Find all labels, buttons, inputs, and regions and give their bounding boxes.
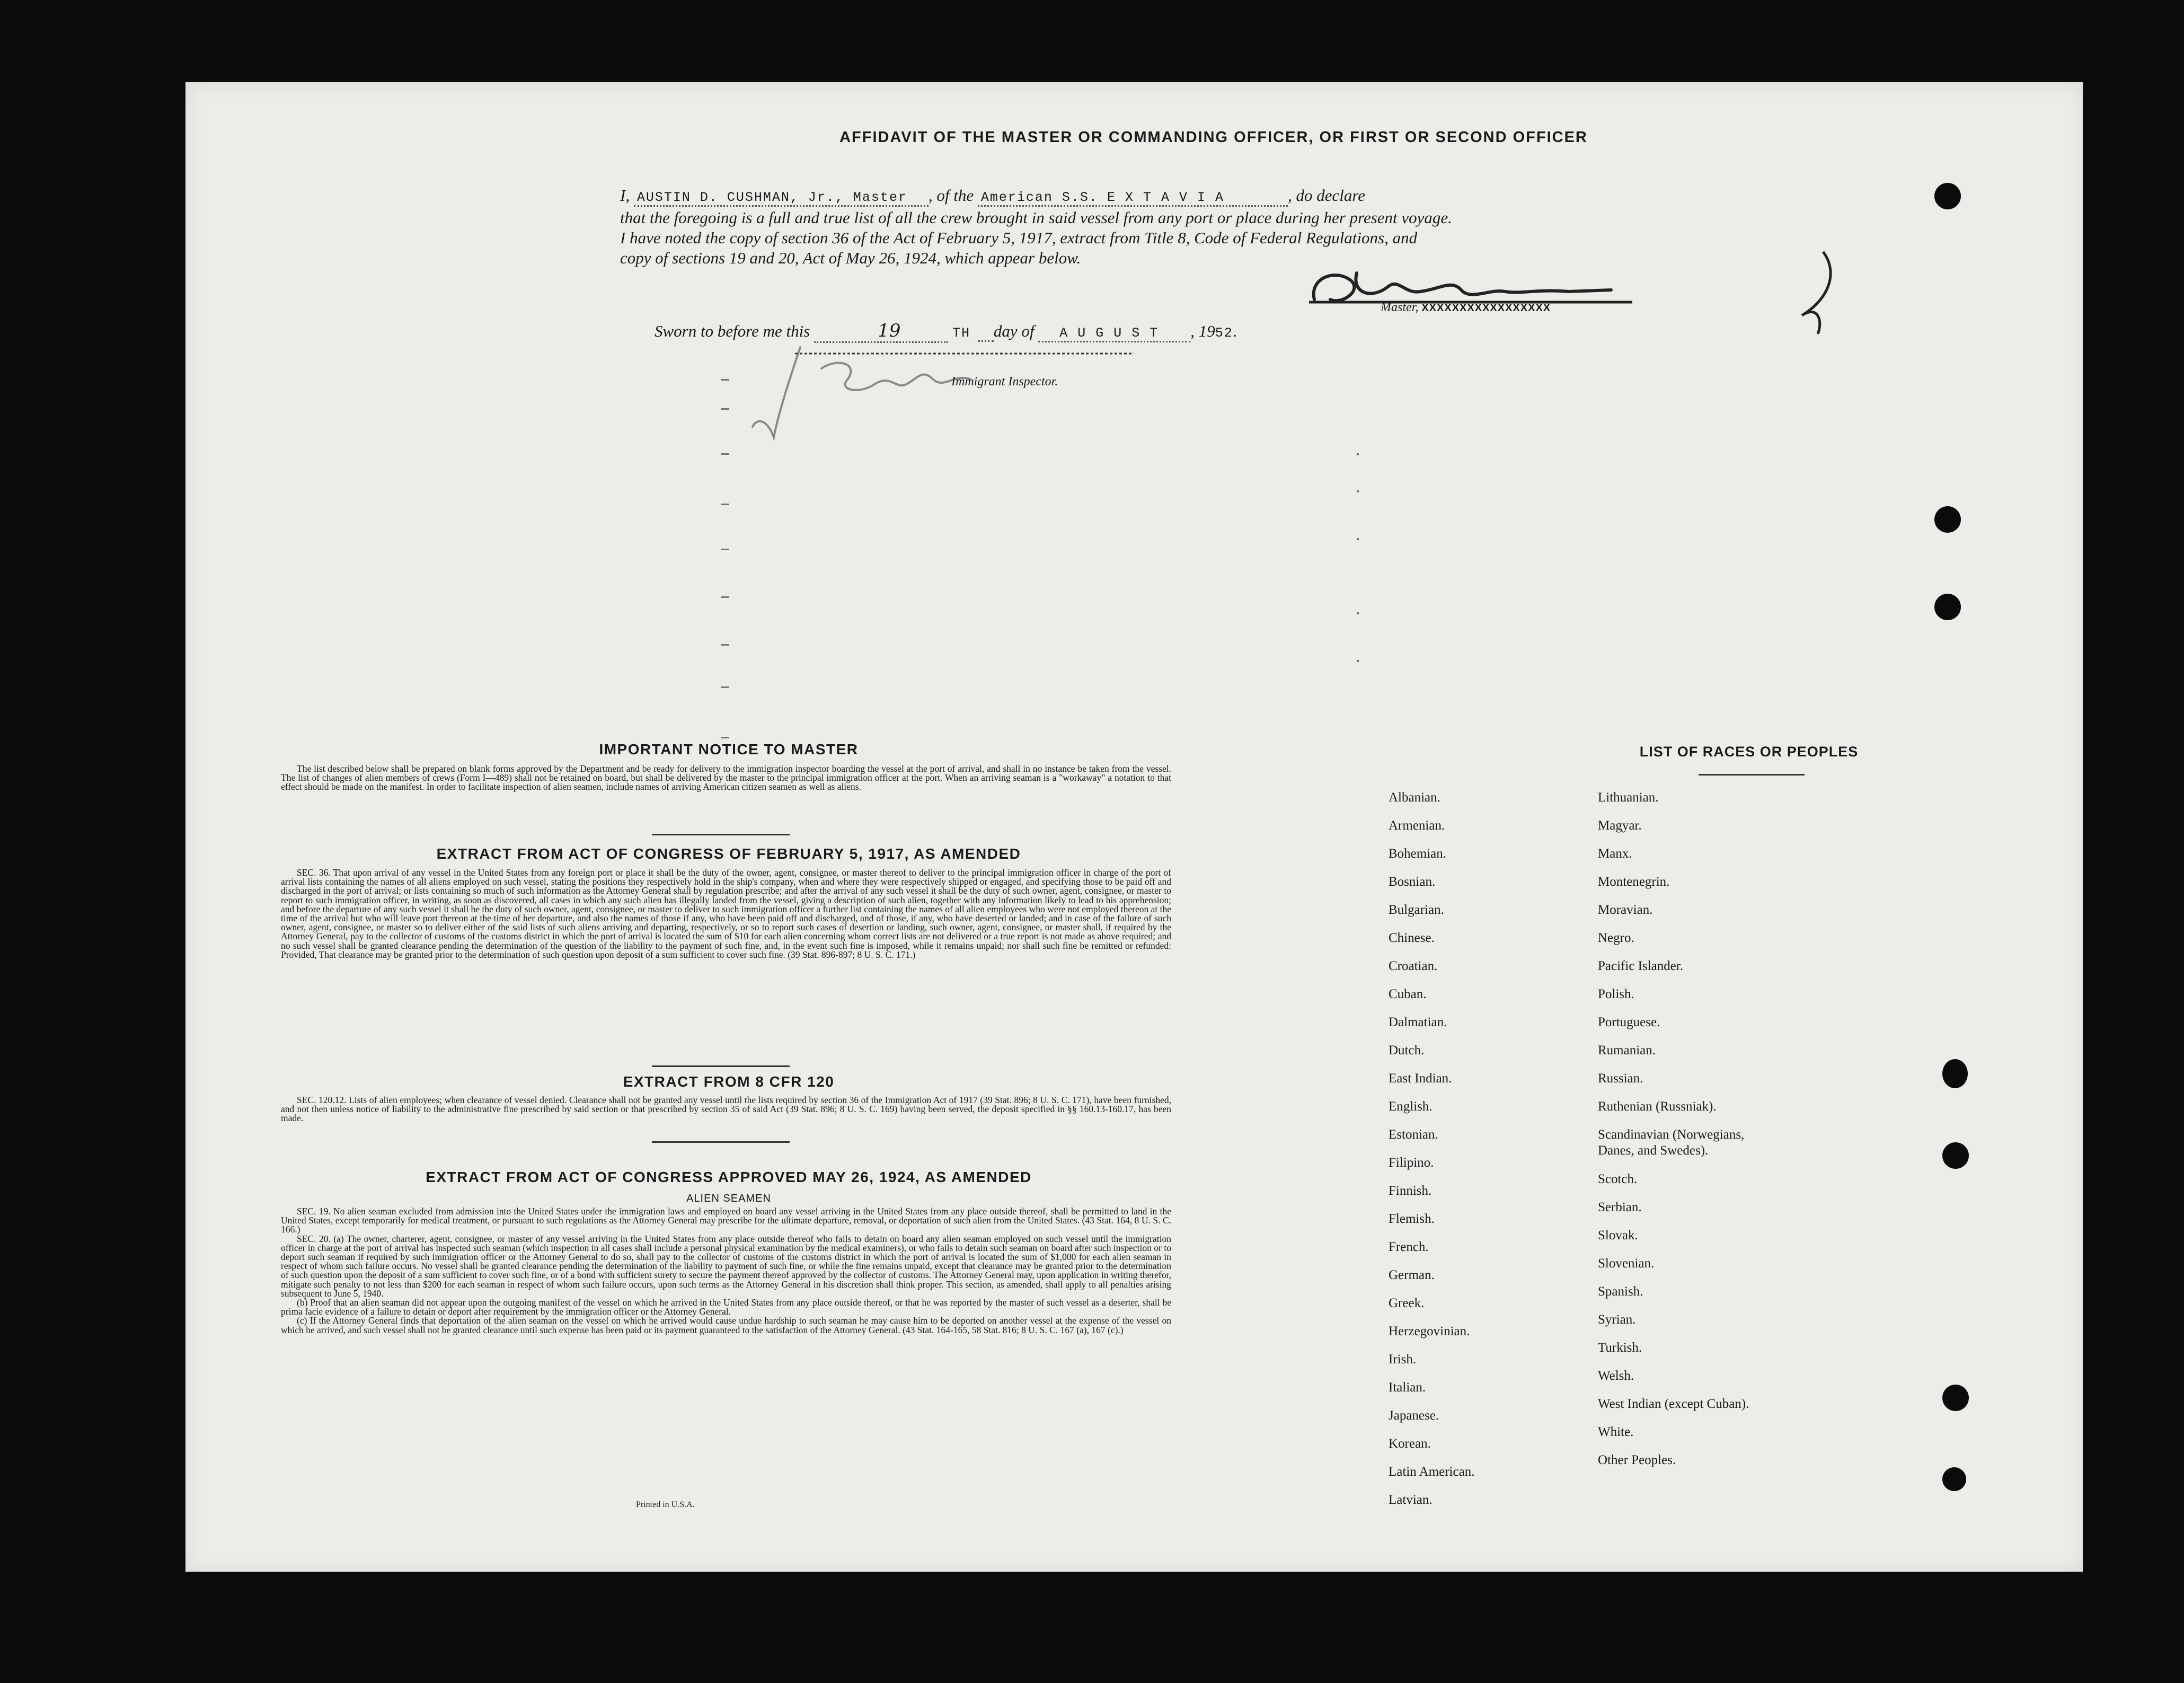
sworn-prefix: Sworn to before me this [655, 322, 810, 340]
document-sheet [185, 82, 2083, 1572]
race-item: Bosnian. [1389, 875, 1436, 889]
race-item: Portuguese. [1598, 1015, 1660, 1029]
race-item: Irish. [1389, 1352, 1417, 1367]
binder-hole [1934, 183, 1961, 209]
race-item: Montenegrin. [1598, 875, 1670, 889]
race-item: Turkish. [1598, 1341, 1642, 1355]
inspector-signature [737, 337, 1139, 443]
race-item: Greek. [1389, 1296, 1425, 1310]
extract-1924-sec19: SEC. 19. No alien seaman excluded from admission into the United States under the immigration laws and employed on board any vessel arriving in the United States from any place outside thereof, shall be permitted to land in the United States, except temporarily for medical treatment, or pursuant to such regulations as the Attorney General may prescribe for the ultimate departure, removal, or deportation of such alien from the United States. (43 Stat. 164, 8 U. S. C. 166.) [281, 1206, 1171, 1235]
notice-text [281, 764, 1171, 792]
master-caption: Master, [1381, 301, 1419, 314]
affidavit-line-4: copy of sections 19 and 20, Act of May 26, 1924, which appear below. [620, 249, 1081, 267]
race-item: Albanian. [1389, 790, 1440, 805]
race-item: Welsh. [1598, 1369, 1634, 1383]
race-item: Russian. [1598, 1071, 1643, 1086]
extract-1924-sec20c: (c) If the Attorney General finds that deportation of the alien seaman on the vessel on which he arrived would cause undue hardship to such seaman he may cause him to be deported on another vessel at the expense of the vessel on which he arrived, and such vessel shall not be granted clearance until such expense has been paid or its payment guaranteed to the satisfaction of the Attorney General. (43 Stat. 164-165, 58 Stat. 816; 8 U. S. C. 167 (a), 167 (c).) [281, 1315, 1171, 1335]
sworn-day-field: 19 [814, 320, 948, 343]
race-item: German. [1389, 1268, 1435, 1282]
race-item: Scandinavian (Norwegians, Danes, and Swedes). [1598, 1127, 1745, 1158]
race-item: Estonian. [1389, 1127, 1438, 1142]
race-item: Serbian. [1598, 1200, 1642, 1214]
extract-cfr-title: EXTRACT FROM 8 CFR 120 [623, 1073, 835, 1090]
extract-cfr-paragraph: SEC. 120.12. Lists of alien employees; when clearance of vessel denied. Clearance shall not be granted any vessel until the lists required by section 36 of the Immigration Act of 1917 (39 Stat. 896; 8 U. S. C. 171), have been furnished, and not then unless notice of liability to the administrative fine prescribed by said section or that prescribed by section 35 of said Act (39 Stat. 896; 8 U. S. C. 169) having been served, the deposit specified in §§ 160.13-160.17, has been made. [281, 1095, 1171, 1124]
race-item: Dutch. [1389, 1043, 1425, 1058]
race-item: Latin American. [1389, 1465, 1475, 1479]
master-struck-text: XXXXXXXXXXXXXXXXX [1421, 302, 1551, 314]
race-item: White. [1598, 1425, 1634, 1439]
race-item: Other Peoples. [1598, 1453, 1676, 1467]
race-item: Korean. [1389, 1437, 1431, 1451]
printed-in-usa: Printed in U.S.A. [636, 1500, 695, 1509]
extract-1924-title: EXTRACT FROM ACT OF CONGRESS APPROVED MAY 26, 1924, AS AMENDED [426, 1169, 1032, 1185]
race-item: Dalmatian. [1389, 1015, 1447, 1029]
master-name-field: AUSTIN D. CUSHMAN, Jr., Master [634, 190, 929, 207]
race-item: Moravian. [1598, 903, 1653, 917]
race-item: Slovak. [1598, 1228, 1638, 1243]
extract-cfr-text [281, 1096, 1171, 1123]
race-item: Rumanian. [1598, 1043, 1656, 1058]
race-item: English. [1389, 1099, 1433, 1114]
sworn-year-field: 52 [1215, 325, 1233, 341]
race-item: Negro. [1598, 931, 1634, 945]
race-item: Lithuanian. [1598, 790, 1659, 805]
race-item: East Indian. [1389, 1071, 1452, 1086]
race-item: Cuban. [1389, 987, 1427, 1001]
sworn-year-prefix: , 19 [1190, 322, 1215, 340]
binder-hole [1942, 1142, 1969, 1169]
extract-1917-text [281, 868, 1171, 959]
race-item: Latvian. [1389, 1493, 1433, 1507]
inspector-caption: Immigrant Inspector. [951, 375, 1058, 389]
race-item: Magyar. [1598, 818, 1642, 833]
race-item: Filipino. [1389, 1156, 1434, 1170]
race-item: Japanese. [1389, 1408, 1439, 1423]
extract-1924-sec20a: SEC. 20. (a) The owner, charterer, agent, consignee, or master of any vessel arriving in the United States from any place outside thereof who fails to detain on board any alien seaman employed on such vessel until the immigration officer in charge at the port of arrival has inspected such seaman (which inspection in all cases shall include a personal physical examination by the medical examiners), or who fails to detain such seaman on board after such inspection or to deport such seaman if required by such immigration officer or the Attorney General to do so, shall pay to the collector of customs of the customs district in which the port of arrival is located the sum of $1,000 for each alien seaman in respect of whom such failure occurs. No vessel shall be granted clearance pending the determination of the liability to payment of such fine, or while the fine remains unpaid, except that clearance may be granted prior to the determination of such question upon the deposit of a sum sufficient to cover such fine, or of a bond with sufficient surety to secure the payment thereof approved by the collector of customs. The Attorney General may, upon application in writing therefor, mitigate such penalty to not less than $200 for each seaman in respect of whom such failure occurs, upon such terms as the Attorney General in his discretion shall think proper. This section, as amended, shall apply to all penalties arising subsequent to June 5, 1940. [281, 1233, 1171, 1299]
extract-cfr-rule [652, 1141, 790, 1143]
race-item: Bulgarian. [1389, 903, 1444, 917]
race-item: Spanish. [1598, 1284, 1643, 1299]
race-item: Polish. [1598, 987, 1634, 1001]
notice-paragraph: The list described below shall be prepared on blank forms approved by the Department and be ready for delivery to the immigration inspector boarding the vessel at the port of arrival, and shall in no instance be taken from the vessel. The list of changes of alien members of crews (Form I—489) shall not be retained on board, but shall be delivered by the master to the principal immigration officer at the port. When an arriving seaman is a "workaway" a notation to that effect should be made on the manifest. In order to facilitate inspection of alien seamen, include names of arriving American citizen seamen as well as aliens. [281, 763, 1171, 792]
races-left-column [1389, 783, 1590, 1514]
extract-1924-sec20b: (b) Proof that an alien seaman did not appear upon the outgoing manifest of the vessel on which he arrived in the United States from any place outside thereof, or that he was reported by the master of such vessel as a deserter, shall be prima facie evidence of a failure to detain or deport after requirement by the immigration officer or the Attorney General. [281, 1297, 1171, 1317]
extract-1917-title: EXTRACT FROM ACT OF CONGRESS OF FEBRUARY 5, 1917, AS AMENDED [436, 845, 1021, 862]
race-item: Herzegovinian. [1389, 1324, 1470, 1338]
race-item: French. [1389, 1240, 1429, 1254]
sworn-month-field: A U G U S T [1038, 325, 1190, 342]
affidavit-do-declare: , do declare [1287, 186, 1366, 205]
sworn-day-suffix: TH [952, 325, 971, 341]
race-item: Italian. [1389, 1380, 1426, 1395]
races-title: LIST OF RACES OR PEOPLES [1639, 744, 1859, 760]
race-item: Syrian. [1598, 1312, 1636, 1327]
affidavit-line-3: I have noted the copy of section 36 of the Act of February 5, 1917, extract from Title 8, Code of Federal Regulations, and [620, 228, 1418, 247]
notice-title: IMPORTANT NOTICE TO MASTER [599, 741, 859, 757]
race-item: Manx. [1598, 847, 1632, 861]
races-right-column [1598, 783, 1895, 1474]
extract-1924-subtitle: ALIEN SEAMEN [686, 1193, 771, 1204]
sworn-line: Sworn to before me this 19 TH day of A U G U S T , 1952. [655, 321, 1852, 343]
race-item: Slovenian. [1598, 1256, 1655, 1271]
binder-hole [1942, 1467, 1966, 1491]
race-item: Pacific Islander. [1598, 959, 1684, 973]
master-caption-line [1381, 301, 1551, 315]
race-item: Croatian. [1389, 959, 1438, 973]
race-item: West Indian (except Cuban). [1598, 1397, 1749, 1411]
affidavit-line-2: that the foregoing is a full and true list of all the crew brought in said vessel from any port or place during her present voyage. [620, 208, 1452, 227]
race-item: Bohemian. [1389, 847, 1447, 861]
race-item: Armenian. [1389, 818, 1445, 833]
vessel-name-field: American S.S. E X T A V I A [978, 190, 1288, 207]
affidavit-line-1 [620, 186, 1818, 208]
affidavit-i: I, [620, 186, 630, 205]
binder-hole [1934, 506, 1961, 533]
sworn-day-of: day of [993, 322, 1034, 340]
binder-hole [1934, 594, 1961, 620]
binder-hole [1942, 1385, 1969, 1411]
affidavit-title: AFFIDAVIT OF THE MASTER OR COMMANDING OFFICER, OR FIRST OR SECOND OFFICER [839, 129, 1588, 146]
extract-1917-rule [652, 1065, 790, 1067]
extract-1924-text [281, 1207, 1171, 1335]
extract-1917-paragraph: SEC. 36. That upon arrival of any vessel in the United States from any foreign port or place it shall be the duty of the owner, agent, consignee, or master thereof to deliver to the principal immigration officer in charge of the port of arrival lists containing the names of all aliens employed on such vessel, stating the positions they respectively hold in the ship's company, when and where they were respectively shipped or engaged, and specifying those to be paid off and discharged in the port of arrival; or lists containing so much of such information as the Attorney General shall by regulation prescribe; and after the arrival of any such vessel it shall be the duty of such owner, agent, consignee, or master to report to such immigration officer, in writing, as soon as discovered, all cases in which any such alien has illegally landed from the vessel, giving a description of such alien, together with any information likely to lead to his apprehension; and before the departure of any such vessel it shall be the duty of such owner, agent, consignee, or master to deliver to such immigration officer a further list containing the names of all alien employees who were not employed thereon at the time of the arrival but who will leave port thereon at the time of her departure, and also the names of those if any, who have been paid off and discharged, and of those, if any, who have deserted or landed; and in case of the failure of such owner, agent, consignee, or master so to deliver either of the said lists of such aliens arriving and departing, respectively, or so to report such cases of desertion or landing, such owner, agent, consignee, or master shall, if required by the Attorney General, pay to the collector of customs of the customs district in which the port of arrival is located the sum of $10 for each alien concerning whom correct lists are not delivered or a true report is not made as above required; and no such vessel shall be granted clearance pending the determination of the question of the liability to the payment of such fine, and, in the event such fine is imposed, while it remains unpaid; nor shall such fine be remitted or refunded: Provided, That clearance may be granted prior to the determination of such question upon deposit of a sum sufficient to cover such fine. (39 Stat. 896-897; 8 U. S. C. 171.) [281, 867, 1171, 960]
race-item: Chinese. [1389, 931, 1435, 945]
race-item: Finnish. [1389, 1184, 1432, 1198]
race-item: Flemish. [1389, 1212, 1435, 1226]
race-item: Scotch. [1598, 1172, 1638, 1186]
notice-rule [652, 834, 790, 835]
races-rule [1699, 774, 1805, 776]
race-item: Ruthenian (Russniak). [1598, 1099, 1717, 1114]
affidavit-of-the: , of the [928, 186, 974, 205]
binder-hole [1942, 1059, 1968, 1088]
